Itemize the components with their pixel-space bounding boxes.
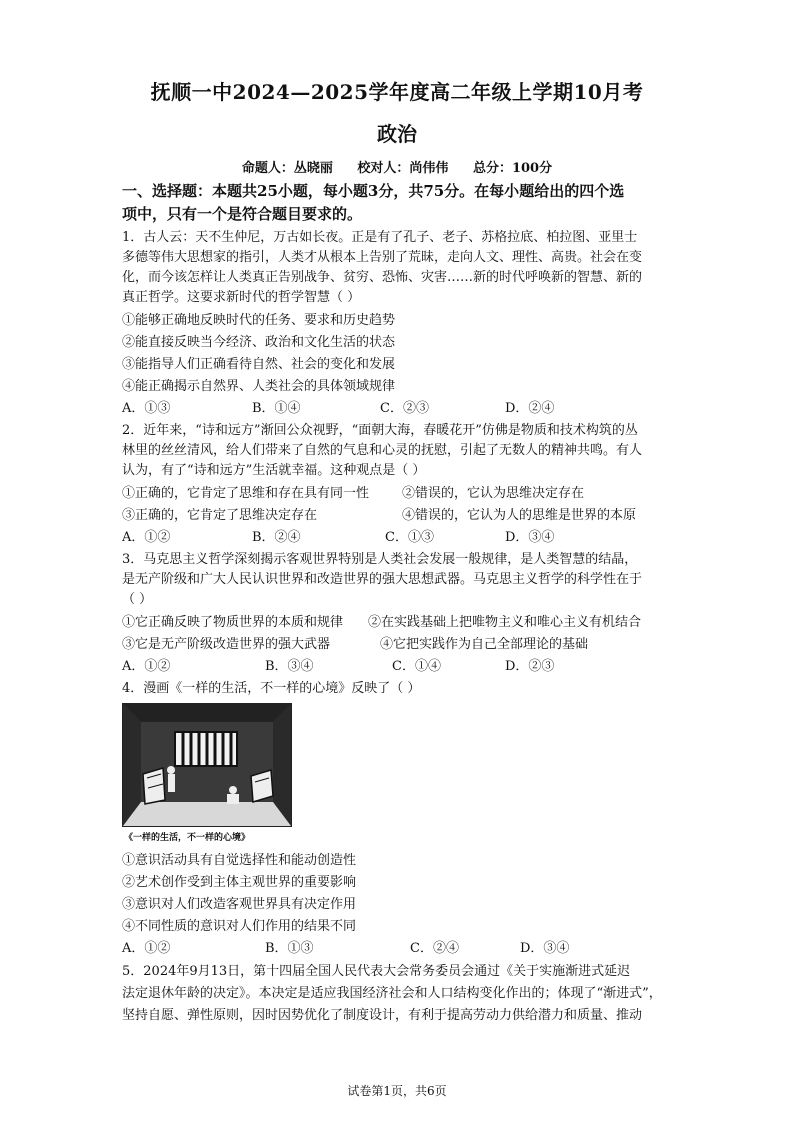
q1-item: ①能够正确地反映时代的任务、要求和历史趋势 [122,313,396,328]
q2-stem-line: 林里的丝丝清风，给人们带来了自然的气息和心灵的抚慰，引起了无数人的精神共鸣。有人 [122,443,643,458]
q4-option-b: B．①③ [265,941,314,956]
q1-option-c: C．②③ [380,401,429,416]
q1-item: ④能正确揭示自然界、人类社会的具体领域规律 [122,379,396,394]
cartoon-drawing [123,704,291,826]
q3-option-d: D．②③ [505,659,555,674]
q1-item: ②能直接反映当今经济、政治和文化生活的状态 [122,335,396,350]
q1-item: ③能指导人们正确看待自然、社会的变化和发展 [122,357,396,372]
q2-option-d: D．③④ [505,530,555,545]
q1-stem-line: 多德等伟大思想家的指引，人类才从根本上告别了荒昧，走向人文、理性、高贵。社会在变 [122,250,643,265]
q3-item: ①它正确反映了物质世界的本质和规律 [122,615,344,630]
setter: 命题人：丛晓丽 [241,161,333,176]
q2-option-b: B．②④ [252,530,301,545]
q3-option-a: A．①② [122,659,171,674]
exam-meta [0,157,794,176]
q2-option-a: A．①② [122,530,171,545]
q2-item: ①正确的，它肯定了思维和存在具有同一性 [122,486,370,501]
exam-title: 抚顺一中2024—2025学年度高二年级上学期10月考 [150,80,644,104]
q4-option-d: D．③④ [520,941,570,956]
total-score: 总分：100分 [472,161,553,176]
q1-option-d: D．②④ [505,401,555,416]
q2-item: ②错误的，它认为思维决定存在 [402,486,585,501]
q4-item: ③意识对人们改造客观世界具有决定作用 [122,897,357,912]
cartoon-illustration [122,703,292,827]
cartoon-caption: 《一样的生活，不一样的心境》 [124,833,251,843]
section-heading-line1: 一、选择题：本题共25小题，每小题3分，共75分。在每小题给出的四个选 [122,182,625,200]
q2-stem-line: 认为，有了“诗和远方”生活就幸福。这种观点是（ ） [122,463,426,478]
q2-stem-line: 2．近年来，“诗和远方”渐回公众视野，“面朝大海，春暖花开”仿佛是物质和技术构筑的丛 [122,423,638,438]
q2-option-c: C．①③ [385,530,434,545]
q5-stem-line: 法定退休年龄的决定》。本决定是适应我国经济社会和人口结构变化作出的；体现了“渐进式”， [122,986,662,1001]
q3-option-b: B．③④ [265,659,314,674]
q4-option-c: C．②④ [410,941,459,956]
q4-item: ④不同性质的意识对人们作用的结果不同 [122,919,357,934]
q3-item: ③它是无产阶级改造世界的强大武器 [122,637,331,652]
checker: 校对人：尚伟伟 [357,161,449,176]
q5-stem-line: 坚持自愿、弹性原则，因时因势优化了制度设计，有利于提高劳动力供给潜力和质量、推动 [122,1008,643,1023]
q2-item: ③正确的，它肯定了思维决定存在 [122,508,318,523]
q4-item: ①意识活动具有自觉选择性和能动创造性 [122,853,357,868]
q4-option-a: A．①② [122,941,171,956]
q2-item: ④错误的，它认为人的思维是世界的本原 [402,508,637,523]
q1-option-a: A．①③ [122,401,171,416]
q3-stem-line: 3．马克思主义哲学深刻揭示客观世界特别是人类社会发展一般规律，是人类智慧的结晶， [122,552,638,567]
q4-item: ②艺术创作受到主体主观世界的重要影响 [122,875,357,890]
q4-stem: 4．漫画《一样的生活，不一样的心境》反映了（ ） [122,681,421,696]
q5-stem-line: 5．2024年9月13日，第十四届全国人民代表大会常务委员会通过《关于实施渐进式延迟 [122,964,631,979]
subject-title: 政治 [377,122,417,146]
q1-stem-line: 真正哲学。这要求新时代的哲学智慧（ ） [122,290,361,305]
q1-stem-line: 化，而今该怎样让人类真正告别战争、贫穷、恐怖、灾害……新的时代呼唤新的智慧、新的 [122,270,643,285]
q3-stem-line: （ ） [122,592,153,607]
q3-item: ④它把实践作为自己全部理论的基础 [380,637,589,652]
q3-item: ②在实践基础上把唯物主义和唯心主义有机结合 [368,615,642,630]
q3-stem-line: 是无产阶级和广大人民认识世界和改造世界的强大思想武器。马克思主义哲学的科学性在于 [122,572,643,587]
q1-option-b: B．①④ [252,401,301,416]
page-footer: 试卷第1页，共6页 [347,1084,447,1098]
q3-option-c: C．①④ [392,659,441,674]
q1-stem-line: 1．古人云：天不生仲尼，万古如长夜。正是有了孔子、老子、苏格拉底、柏拉图、亚里士 [122,230,638,245]
section-heading-line2: 项中，只有一个是符合题目要求的。 [122,205,363,223]
